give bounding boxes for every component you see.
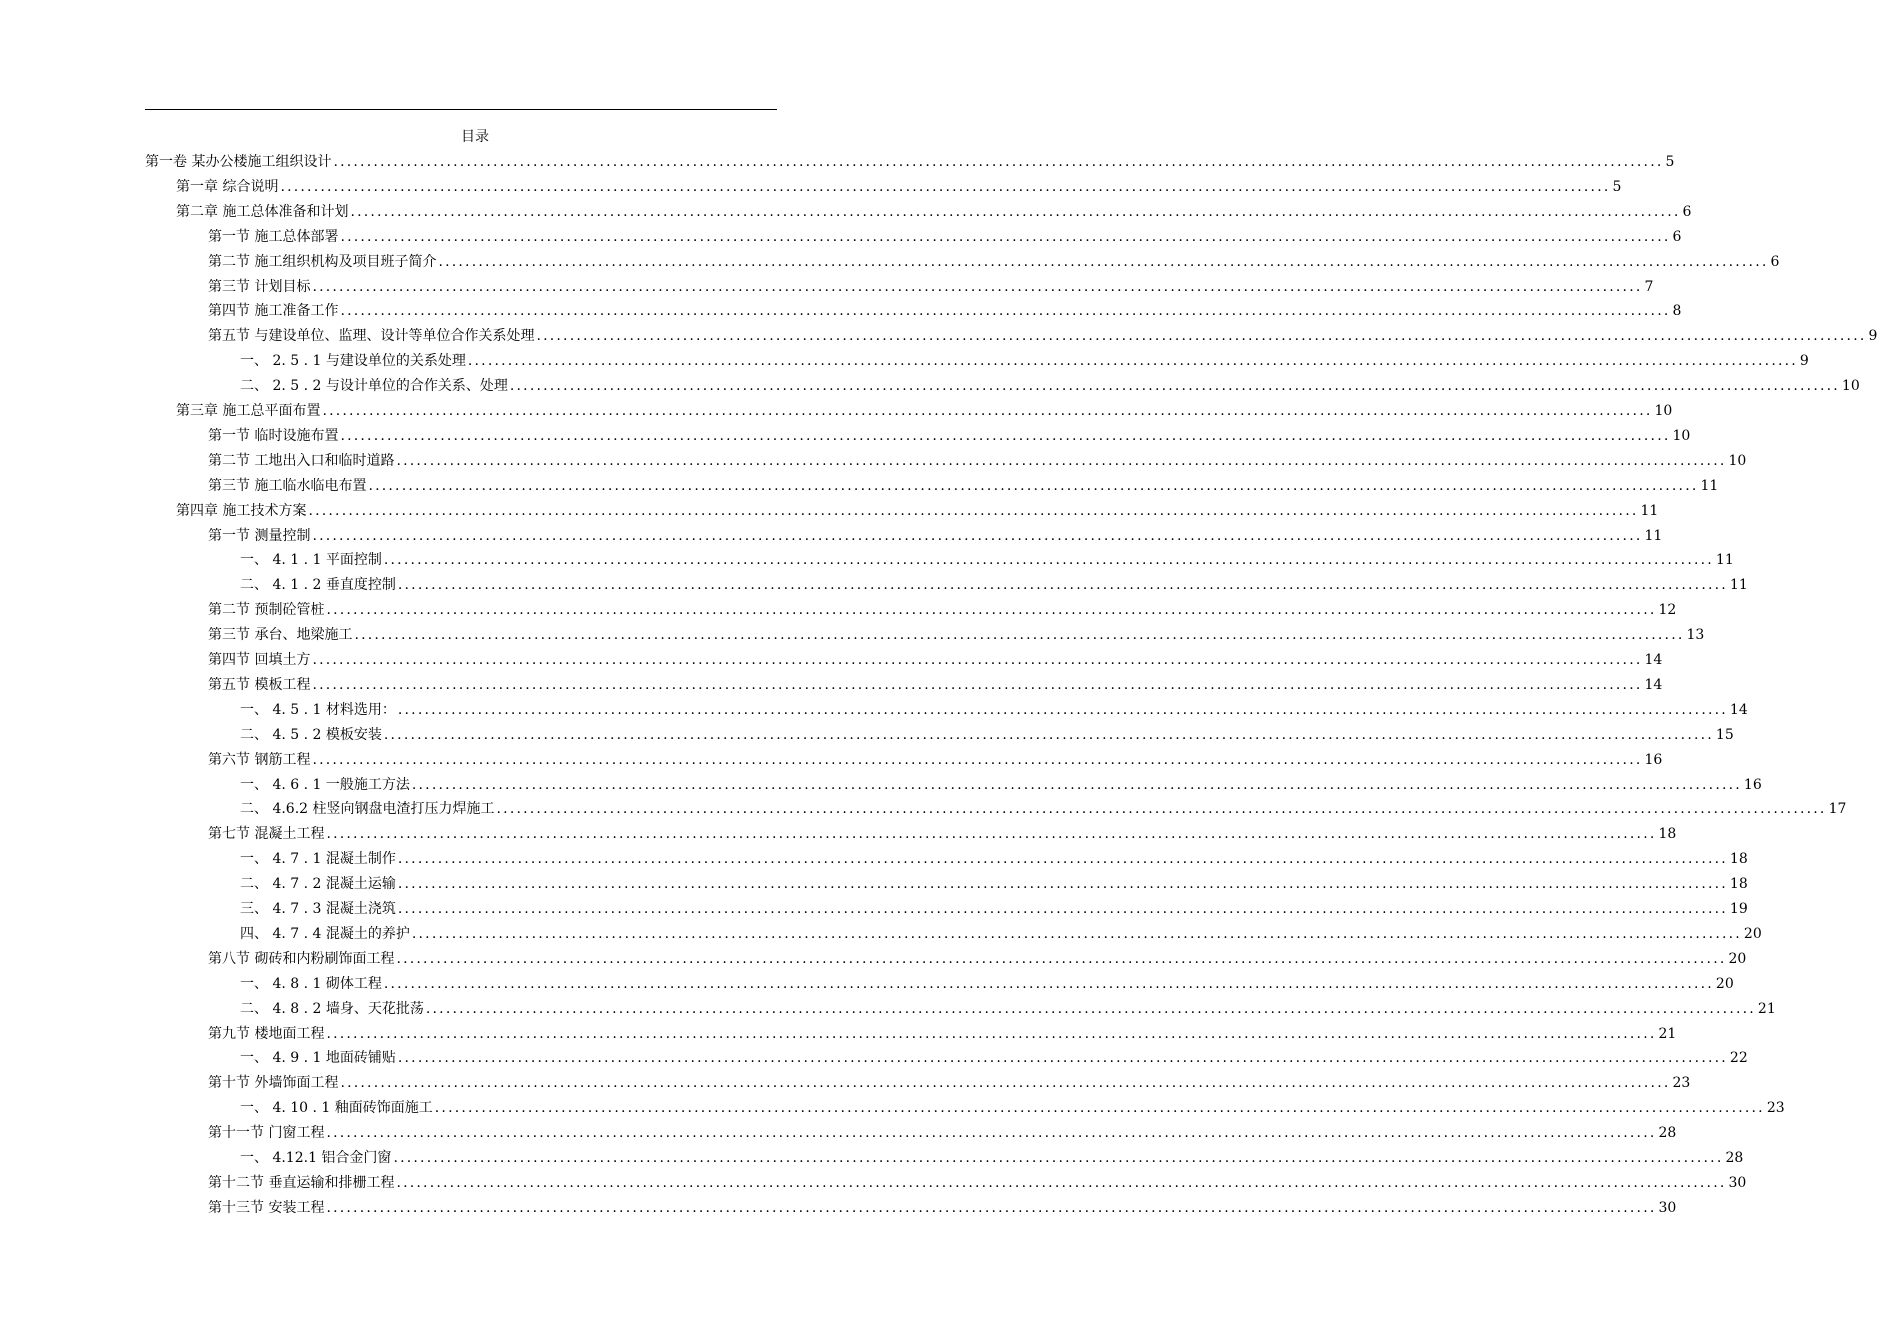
toc-entry-label: 第一节 施工总体部署: [208, 228, 339, 245]
toc-entry-page-number: 13: [1686, 627, 1705, 644]
toc-entry-label: 第十三节 安装工程: [208, 1199, 325, 1216]
toc-entry-label: 一、 4. 8 . 1 砌体工程: [240, 975, 382, 992]
toc-entry-page-number: 15: [1715, 726, 1734, 743]
toc-dot-leader: ........................................................................................................................................................................................................: [326, 602, 1657, 619]
toc-entry[interactable]: [208, 1071, 1691, 1093]
toc-entry-page-number: 21: [1757, 1000, 1776, 1017]
toc-entry[interactable]: [240, 872, 1748, 894]
toc-entry-page-number: 16: [1743, 776, 1762, 793]
toc-entry-label: 四、 4. 7 . 4 混凝土的养护: [240, 925, 410, 942]
toc-dot-leader: ........................................................................................................................................................................................................: [434, 1100, 1765, 1117]
toc-dot-leader: ........................................................................................................................................................................................................: [340, 303, 1671, 320]
toc-entry-page-number: 20: [1728, 950, 1747, 967]
toc-dot-leader: ........................................................................................................................................................................................................: [411, 925, 1742, 942]
toc-entry-label: 第二节 工地出入口和临时道路: [208, 452, 395, 469]
toc-dot-leader: ........................................................................................................................................................................................................: [509, 378, 1840, 395]
toc-dot-leader: ........................................................................................................................................................................................................: [312, 676, 1643, 693]
toc-entry-page-number: 23: [1766, 1100, 1785, 1117]
toc-entry[interactable]: [240, 349, 1809, 371]
toc-dot-leader: ........................................................................................................................................................................................................: [326, 1125, 1657, 1142]
toc-entry-page-number: 7: [1644, 278, 1654, 295]
toc-entry-label: 第二节 预制砼管桩: [208, 602, 325, 619]
toc-dot-leader: ........................................................................................................................................................................................................: [496, 801, 1827, 818]
toc-entry-label: 第四章 施工技术方案: [176, 502, 307, 519]
toc-entry-page-number: 10: [1654, 403, 1673, 419]
toc-entry-page-number: 18: [1658, 826, 1677, 843]
toc-dot-leader: ........................................................................................................................................................................................................: [350, 203, 1681, 220]
toc-entry-page-number: 21: [1658, 1025, 1677, 1042]
toc-entry-page-number: 17: [1828, 801, 1847, 818]
toc-entry[interactable]: [208, 1022, 1677, 1044]
toc-entry[interactable]: [208, 648, 1663, 670]
toc-entry-label: 一、 4. 9 . 1 地面砖铺贴: [240, 1050, 396, 1067]
toc-entry-page-number: 16: [1644, 751, 1663, 768]
toc-entry-label: 第七节 混凝土工程: [208, 826, 325, 843]
toc-entry[interactable]: [208, 623, 1705, 645]
toc-entry[interactable]: [240, 548, 1734, 570]
toc-dot-leader: ........................................................................................................................................................................................................: [396, 452, 1727, 469]
toc-dot-leader: ........................................................................................................................................................................................................: [308, 502, 1639, 519]
toc-entry-page-number: 10: [1841, 378, 1860, 395]
toc-entry[interactable]: [208, 598, 1677, 620]
toc-entry-label: 第六节 钢筋工程: [208, 751, 311, 768]
toc-entry-label: 二、 4. 8 . 2 墙身、天花批荡: [240, 1000, 424, 1017]
toc-entry-label: 一、 4. 10 . 1 釉面砖饰面施工: [240, 1100, 433, 1117]
toc-entry[interactable]: [208, 299, 1682, 321]
toc-entry-label: 二、 4.6.2 柱竖向钢盘电渣打压力焊施工: [240, 801, 495, 818]
toc-entry[interactable]: [176, 399, 1673, 421]
toc-entry-label: 第十一节 门窗工程: [208, 1125, 325, 1142]
toc-entry-label: 第三节 计划目标: [208, 278, 311, 295]
toc-entry[interactable]: [145, 150, 1675, 172]
toc-dot-leader: ........................................................................................................................................................................................................: [467, 353, 1798, 370]
toc-entry[interactable]: [208, 1121, 1677, 1143]
toc-dot-leader: ........................................................................................................................................................................................................: [383, 975, 1714, 992]
toc-entry-label: 第一章 综合说明: [176, 178, 279, 195]
toc-entry-label: 二、 4. 1 . 2 垂直度控制: [240, 577, 396, 594]
toc-entry[interactable]: [176, 175, 1622, 197]
toc-dot-leader: ........................................................................................................................................................................................................: [340, 427, 1671, 444]
toc-dot-leader: ........................................................................................................................................................................................................: [536, 328, 1867, 345]
toc-entry-label: 一、 4. 6 . 1 一般施工方法: [240, 776, 410, 793]
toc-entry-label: 第五节 模板工程: [208, 676, 311, 693]
toc-entry-label: 三、 4. 7 . 3 混凝土浇筑: [240, 901, 396, 917]
toc-entry-page-number: 30: [1728, 1174, 1747, 1191]
toc-entry[interactable]: [240, 897, 1748, 919]
toc-entry-label: 一、 4. 7 . 1 混凝土制作: [240, 851, 396, 868]
toc-entry-page-number: 14: [1644, 676, 1663, 693]
toc-dot-leader: ........................................................................................................................................................................................................: [326, 1025, 1657, 1042]
toc-entry-label: 第一节 测量控制: [208, 527, 311, 544]
toc-entry-page-number: 8: [1672, 303, 1682, 320]
toc-entry[interactable]: [240, 773, 1762, 795]
toc-entry[interactable]: [240, 698, 1748, 720]
toc-entry-page-number: 10: [1728, 452, 1747, 469]
toc-dot-leader: ........................................................................................................................................................................................................: [383, 726, 1714, 743]
toc-entry-page-number: 20: [1715, 975, 1734, 992]
toc-entry[interactable]: [176, 200, 1692, 222]
toc-dot-leader: ........................................................................................................................................................................................................: [411, 776, 1742, 793]
toc-entry-label: 第三节 施工临水临电布置: [208, 477, 367, 494]
toc-entry-label: 第九节 楼地面工程: [208, 1025, 325, 1042]
toc-entry-page-number: 11: [1700, 477, 1719, 494]
toc-entry-label: 第三章 施工总平面布置: [176, 403, 321, 419]
toc-entry[interactable]: [208, 822, 1677, 844]
toc-entry[interactable]: [208, 449, 1747, 471]
toc-dot-leader: ........................................................................................................................................................................................................: [397, 851, 1728, 868]
toc-entry-label: 第四节 施工准备工作: [208, 303, 339, 320]
toc-entry-page-number: 28: [1725, 1150, 1744, 1166]
toc-dot-leader: ........................................................................................................................................................................................................: [397, 901, 1728, 917]
toc-entry-label: 一、 4. 5 . 1 材料选用：: [240, 701, 396, 718]
toc-entry-label: 第三节 承台、地梁施工: [208, 627, 353, 644]
toc-entry-page-number: 11: [1644, 527, 1663, 544]
toc-dot-leader: ........................................................................................................................................................................................................: [397, 577, 1728, 594]
toc-entry-label: 第八节 砌砖和内粉刷饰面工程: [208, 950, 395, 967]
toc-entry-label: 二、 2. 5 . 2 与设计单位的合作关系、处理: [240, 378, 508, 395]
toc-entry[interactable]: [240, 972, 1734, 994]
toc-dot-leader: ........................................................................................................................................................................................................: [368, 477, 1699, 494]
toc-dot-leader: ........................................................................................................................................................................................................: [425, 1000, 1756, 1017]
toc-dot-leader: ........................................................................................................................................................................................................: [312, 652, 1643, 668]
toc-entry-label: 第十节 外墙饰面工程: [208, 1075, 339, 1092]
toc-entry-page-number: 18: [1729, 851, 1748, 868]
toc-dot-leader: ........................................................................................................................................................................................................: [326, 1199, 1657, 1216]
toc-entry-page-number: 9: [1868, 328, 1877, 345]
toc-dot-leader: ........................................................................................................................................................................................................: [280, 178, 1611, 195]
toc-entry-label: 第五节 与建设单位、监理、设计等单位合作关系处理: [208, 328, 535, 345]
toc-title: 目录: [461, 129, 489, 145]
toc-dot-leader: ........................................................................................................................................................................................................: [326, 826, 1657, 843]
toc-entry-page-number: 14: [1729, 701, 1748, 718]
toc-dot-leader: ........................................................................................................................................................................................................: [396, 950, 1727, 967]
toc-dot-leader: ........................................................................................................................................................................................................: [322, 403, 1653, 419]
toc-entry-label: 二、 4. 7 . 2 混凝土运输: [240, 876, 396, 893]
toc-dot-leader: ........................................................................................................................................................................................................: [383, 552, 1714, 569]
header-rule: [145, 109, 777, 110]
toc-entry[interactable]: [208, 250, 1780, 272]
toc-entry-page-number: 12: [1658, 602, 1677, 619]
toc-entry[interactable]: [208, 225, 1682, 247]
toc-entry[interactable]: [208, 1196, 1677, 1218]
toc-entry[interactable]: [240, 997, 1776, 1019]
toc-entry-label: 一、 4.12.1 铝合金门窗: [240, 1150, 392, 1166]
toc-dot-leader: ........................................................................................................................................................................................................: [340, 1075, 1671, 1092]
toc-entry[interactable]: [208, 275, 1654, 297]
toc-dot-leader: ........................................................................................................................................................................................................: [396, 1174, 1727, 1191]
toc-entry-page-number: 28: [1658, 1125, 1677, 1142]
toc-dot-leader: ........................................................................................................................................................................................................: [312, 527, 1643, 544]
toc-entry[interactable]: [208, 947, 1747, 969]
toc-dot-leader: ........................................................................................................................................................................................................: [397, 876, 1728, 893]
toc-entry-label: 第二节 施工组织机构及项目班子简介: [208, 253, 437, 270]
toc-dot-leader: ........................................................................................................................................................................................................: [393, 1150, 1724, 1166]
toc-entry[interactable]: [176, 499, 1659, 521]
toc-entry[interactable]: [240, 1046, 1748, 1068]
toc-entry-page-number: 5: [1665, 154, 1675, 170]
toc-dot-leader: ........................................................................................................................................................................................................: [397, 701, 1728, 718]
toc-entry-page-number: 9: [1799, 353, 1809, 370]
toc-entry[interactable]: [240, 797, 1847, 819]
toc-entry-page-number: 19: [1729, 901, 1748, 917]
toc-dot-leader: ........................................................................................................................................................................................................: [312, 278, 1643, 295]
toc-entry[interactable]: [240, 847, 1748, 869]
toc-entry-page-number: 20: [1743, 925, 1762, 942]
toc-entry[interactable]: [208, 424, 1691, 446]
toc-dot-leader: ........................................................................................................................................................................................................: [340, 228, 1671, 245]
toc-entry-page-number: 6: [1770, 253, 1780, 270]
toc-entry-page-number: 10: [1672, 427, 1691, 444]
toc-entry-page-number: 5: [1612, 178, 1622, 195]
toc-entry-page-number: 11: [1715, 552, 1734, 569]
toc-entry-page-number: 22: [1729, 1050, 1748, 1067]
toc-entry[interactable]: [208, 524, 1663, 546]
toc-entry-label: 第一节 临时设施布置: [208, 427, 339, 444]
toc-entry-page-number: 6: [1672, 228, 1682, 245]
toc-dot-leader: ........................................................................................................................................................................................................: [354, 627, 1685, 644]
toc-entry-label: 第一卷 某办公楼施工组织设计: [145, 154, 332, 170]
toc-entry-page-number: 6: [1682, 203, 1692, 220]
toc-entry-label: 一、 4. 1 . 1 平面控制: [240, 552, 382, 569]
toc-entry[interactable]: [240, 922, 1762, 944]
toc-entry[interactable]: [240, 1146, 1744, 1168]
toc-entry-page-number: 14: [1644, 652, 1663, 668]
toc-entry-page-number: 23: [1672, 1075, 1691, 1092]
toc-entry[interactable]: [240, 723, 1734, 745]
toc-entry[interactable]: [240, 1096, 1785, 1118]
toc-entry[interactable]: [208, 474, 1719, 496]
toc-entry-label: 一、 2. 5 . 1 与建设单位的关系处理: [240, 353, 466, 370]
toc-entry-page-number: 18: [1729, 876, 1748, 893]
toc-entry-page-number: 11: [1640, 502, 1659, 519]
toc-entry[interactable]: [208, 1171, 1747, 1193]
toc-entry-page-number: 11: [1729, 577, 1748, 594]
toc-dot-leader: ........................................................................................................................................................................................................: [438, 253, 1769, 270]
toc-entry[interactable]: [208, 324, 1877, 346]
toc-dot-leader: ........................................................................................................................................................................................................: [312, 751, 1643, 768]
toc-entry[interactable]: [208, 748, 1663, 770]
toc-entry-label: 第四节 回填土方: [208, 652, 311, 668]
toc-entry[interactable]: [240, 573, 1748, 595]
toc-entry-label: 二、 4. 5 . 2 模板安装: [240, 726, 382, 743]
toc-entry-label: 第二章 施工总体准备和计划: [176, 203, 349, 220]
toc-entry[interactable]: [240, 374, 1860, 396]
toc-entry-page-number: 30: [1658, 1199, 1677, 1216]
toc-entry-label: 第十二节 垂直运输和排栅工程: [208, 1174, 395, 1191]
toc-dot-leader: ........................................................................................................................................................................................................: [397, 1050, 1728, 1067]
toc-dot-leader: ........................................................................................................................................................................................................: [333, 154, 1664, 170]
toc-entry[interactable]: [208, 673, 1663, 695]
